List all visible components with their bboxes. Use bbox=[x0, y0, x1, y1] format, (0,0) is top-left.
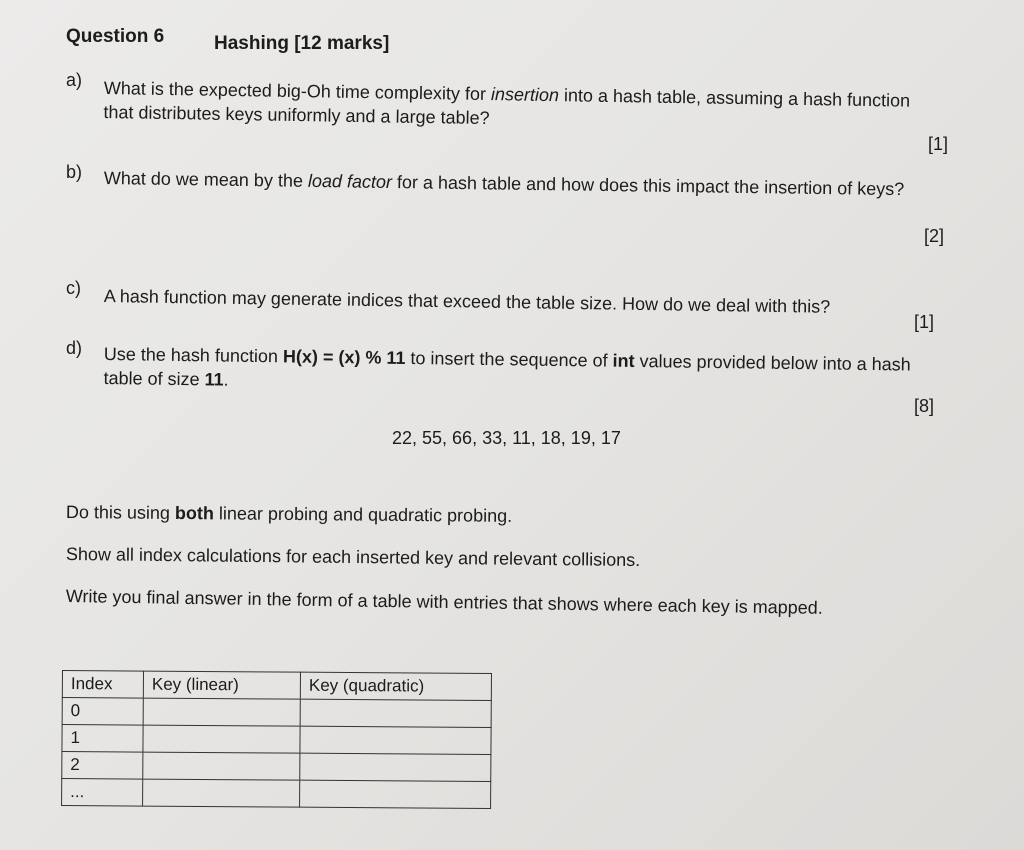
table-cell-linear bbox=[143, 779, 300, 807]
table-header-row bbox=[62, 671, 491, 701]
part-a-emphasis: insertion bbox=[490, 84, 560, 106]
part-a-label: a) bbox=[66, 70, 83, 90]
key-sequence: 22, 55, 66, 33, 11, 18, 19, 17 bbox=[392, 428, 621, 448]
table-row bbox=[62, 779, 491, 809]
part-c-text: A hash function may generate indices that exceed the table size. How do we deal with this? bbox=[103, 285, 831, 317]
header-key-quadratic: Key (quadratic) bbox=[300, 672, 491, 700]
instruction-calculations: Show all index calculations for each inserted key and relevant collisions. bbox=[65, 544, 641, 571]
part-d-text bbox=[103, 342, 944, 401]
table-cell-index: 2 bbox=[62, 752, 143, 780]
part-a-text-1: What is the expected big-Oh time complexity for bbox=[103, 77, 492, 105]
instruction-both: both bbox=[174, 502, 215, 524]
instruction-probing bbox=[66, 502, 512, 527]
int-keyword: int bbox=[612, 350, 635, 371]
table-cell-linear bbox=[143, 752, 300, 780]
table-cell-index: 1 bbox=[62, 725, 143, 753]
part-d-text-1: Use the hash function bbox=[103, 343, 284, 367]
part-b-text-1: What do we mean by the bbox=[103, 167, 309, 191]
part-c-label: c) bbox=[66, 278, 81, 298]
part-c-marks: [1] bbox=[914, 312, 935, 332]
part-a-marks: [1] bbox=[928, 134, 949, 154]
part-d-marks: [8] bbox=[914, 396, 935, 416]
table-cell-quadratic bbox=[300, 753, 491, 781]
answer-table bbox=[61, 670, 492, 809]
table-row bbox=[62, 725, 491, 755]
table-cell-index: 0 bbox=[62, 698, 143, 726]
table-row bbox=[62, 698, 491, 728]
part-d-label: d) bbox=[66, 338, 83, 358]
part-b-text bbox=[104, 166, 944, 202]
part-d-text-3: values provided below into a hash table of size bbox=[103, 350, 911, 390]
part-a-text bbox=[103, 76, 944, 137]
table-cell-quadratic bbox=[300, 726, 491, 754]
header-key-linear: Key (linear) bbox=[143, 671, 300, 699]
table-cell-index: ... bbox=[62, 779, 143, 807]
instruction-probing-1: Do this using bbox=[65, 502, 176, 523]
table-size: 11 bbox=[204, 369, 224, 390]
part-b-text-2: for a hash table and how does this impact the insertion of keys? bbox=[391, 172, 905, 200]
question-number: Question 6 bbox=[66, 26, 165, 47]
part-b-marks: [2] bbox=[924, 226, 945, 246]
part-d-text-4: . bbox=[223, 369, 229, 390]
hash-function: H(x) = (x) % 11 bbox=[282, 346, 406, 368]
part-b-label: b) bbox=[66, 162, 83, 182]
table-cell-linear bbox=[143, 698, 300, 726]
part-b-emphasis: load factor bbox=[307, 170, 393, 193]
table-row bbox=[62, 752, 491, 782]
table-cell-linear bbox=[143, 725, 300, 753]
instruction-final-table: Write you final answer in the form of a table with entries that shows where each key is mapped. bbox=[65, 586, 823, 618]
question-title: Hashing [12 marks] bbox=[214, 33, 390, 54]
header-index: Index bbox=[62, 671, 143, 699]
table-cell-quadratic bbox=[300, 780, 491, 808]
part-a-text-2: into a hash table, assuming a hash function that distributes keys uniformly and a large table? bbox=[103, 85, 911, 129]
instruction-probing-2: linear probing and quadratic probing. bbox=[213, 503, 513, 526]
part-d-text-2: to insert the sequence of bbox=[405, 347, 613, 371]
table-cell-quadratic bbox=[300, 699, 491, 727]
